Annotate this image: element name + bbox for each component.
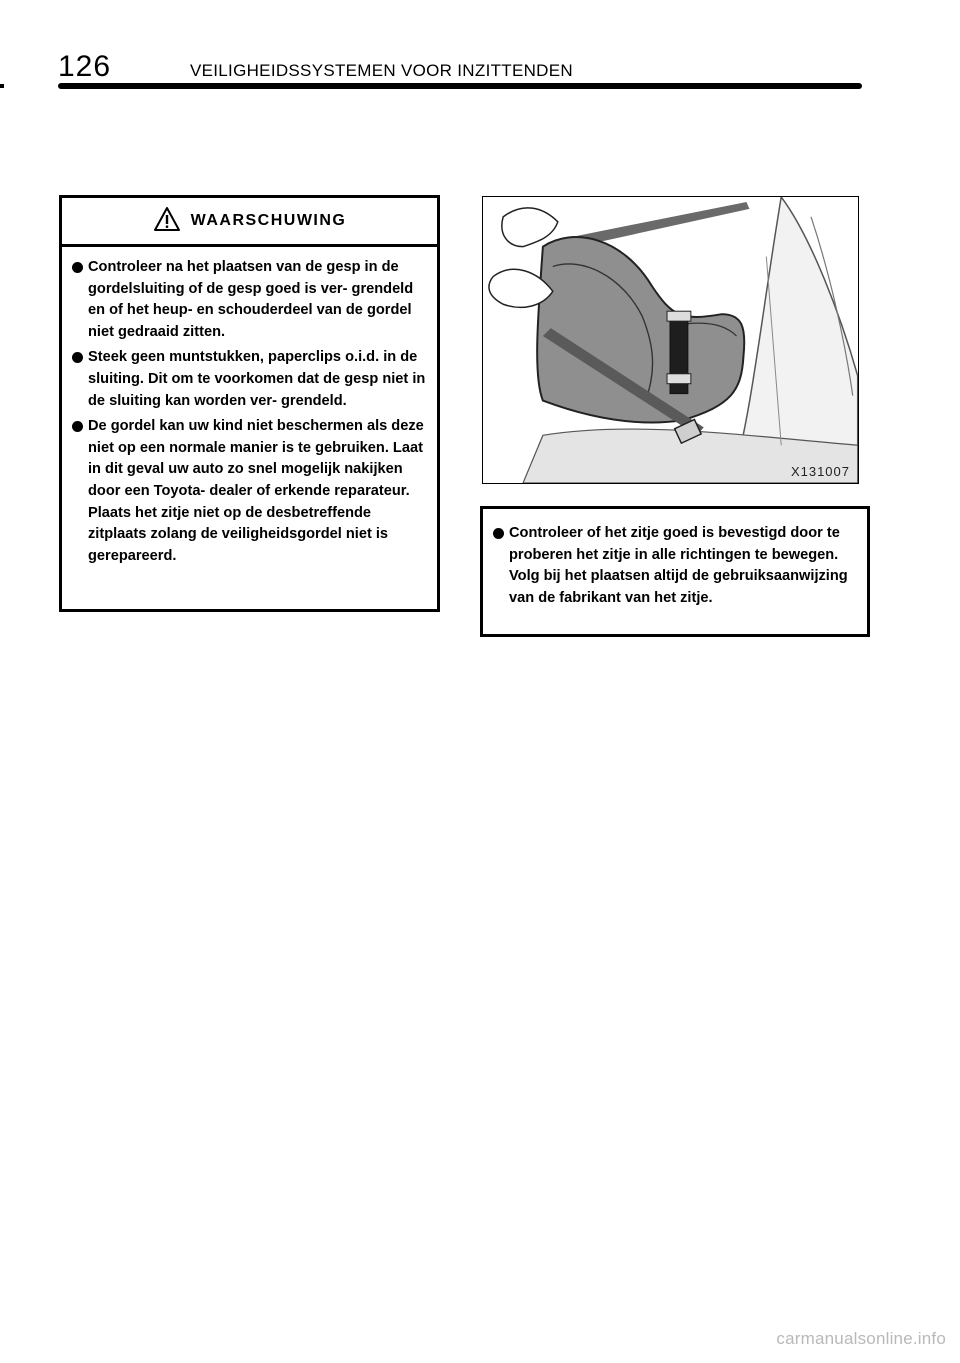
warning-title: WAARSCHUWING xyxy=(190,212,347,229)
child-seat-drawing xyxy=(483,197,858,483)
warning-item xyxy=(72,416,429,567)
warning-item xyxy=(72,257,429,343)
warning-box xyxy=(59,195,440,612)
bullet-icon xyxy=(72,416,88,427)
info-box xyxy=(480,506,870,637)
crop-mark xyxy=(0,84,4,88)
warning-item-text: Steek geen muntstukken, paperclips o.i.d. in de sluiting. Dit om te voorkomen dat de gesp niet in de sluiting kan worden ver- grendeld. xyxy=(88,349,426,409)
warning-header xyxy=(62,198,437,247)
header-rule xyxy=(58,83,862,89)
warning-triangle-icon xyxy=(153,206,181,237)
warning-list xyxy=(62,247,437,567)
figure-code: X131007 xyxy=(790,464,850,479)
warning-item-text: De gordel kan uw kind niet beschermen als deze niet op een normale manier is te gebruiken. Laat in dit geval uw auto zo snel mogelijk nakijken door een Toyota‑ dealer of erkende reparateur. Plaats het zitje niet op de desbetreffende zitplaats zolang de veiligheidsgordel niet is gerepareerd. xyxy=(88,418,424,564)
info-item-text: Controleer of het zitje goed is bevestigd door te proberen het zitje in alle richtingen te bewegen. Volg bij het plaatsen altijd de gebruiksaanwijzing van de fabrikant van het zitje. xyxy=(509,525,848,606)
warning-item xyxy=(72,347,429,412)
page-number: 126 xyxy=(58,50,112,83)
bullet-icon xyxy=(493,523,509,534)
info-list xyxy=(483,509,867,609)
bullet-icon xyxy=(72,257,88,268)
warning-item-text: Controleer na het plaatsen van de gesp in de gordelsluiting of de gesp goed is ver- grendeld en of het heup‑ en schouderdeel van de gordel niet gedraaid zitten. xyxy=(88,259,414,340)
watermark: carmanualsonline.info xyxy=(776,1329,946,1348)
child-seat-illustration xyxy=(482,196,859,484)
bullet-icon xyxy=(72,347,88,358)
section-title: VEILIGHEIDSSYSTEMEN VOOR INZITTENDEN xyxy=(190,61,573,80)
info-item xyxy=(493,523,861,609)
